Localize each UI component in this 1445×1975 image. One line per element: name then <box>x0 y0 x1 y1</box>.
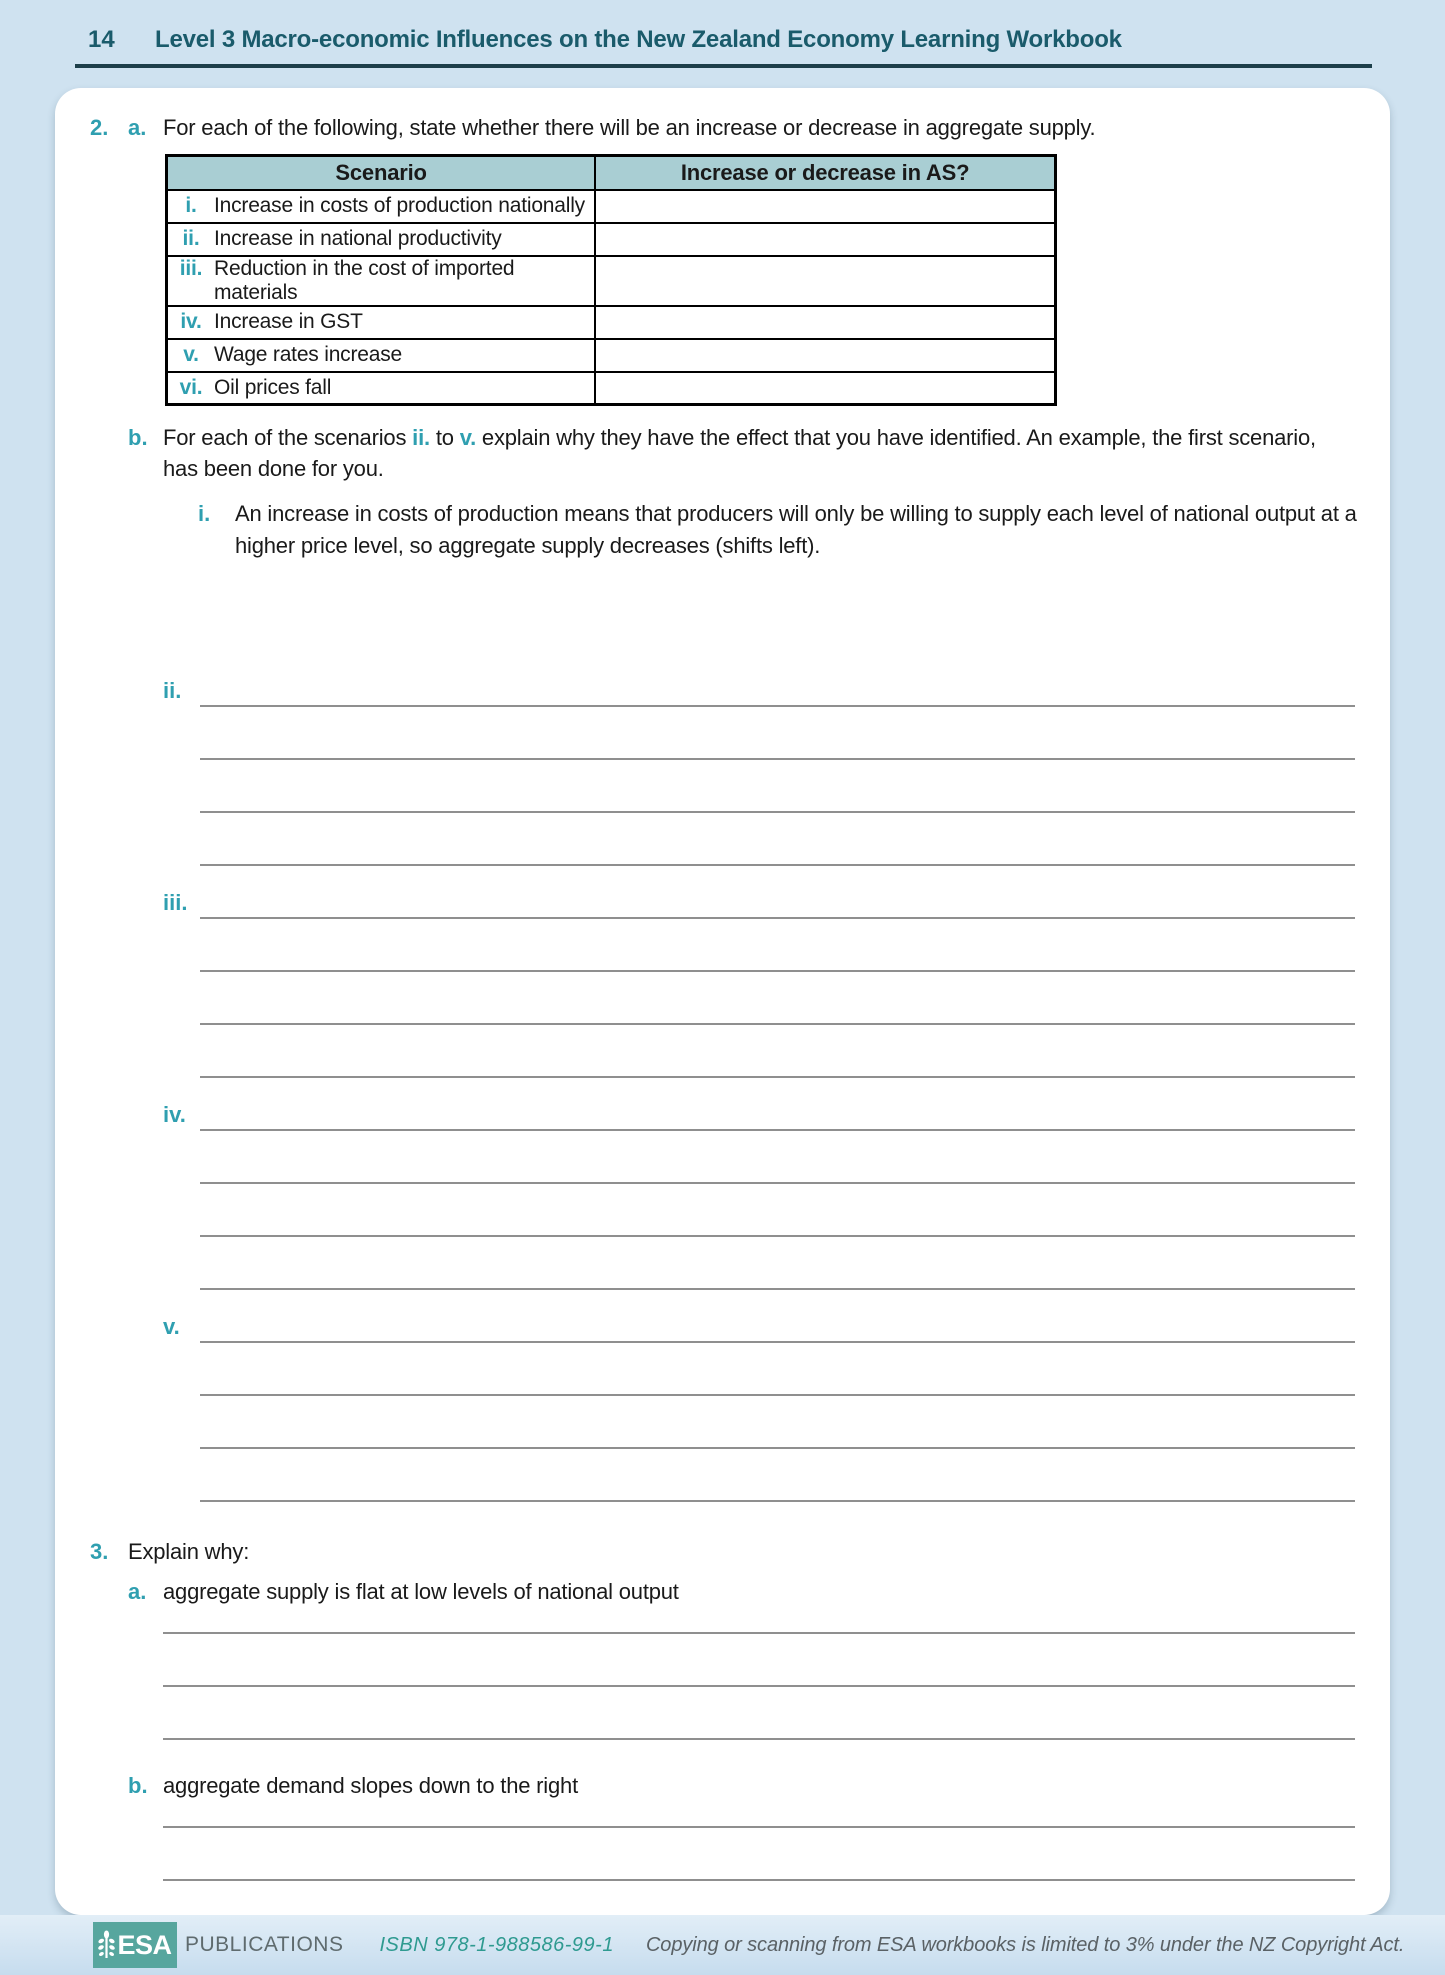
page-title: Level 3 Macro-economic Influences on the New Zealand Economy Learning Workbook <box>155 26 1122 53</box>
scenario-table <box>165 154 1057 406</box>
answer-line[interactable] <box>163 1634 1355 1687</box>
table-header-row <box>167 156 1056 190</box>
section-numeral: iii. <box>163 890 188 916</box>
question-2-number: 2. <box>90 115 109 140</box>
question-2a <box>90 115 1360 141</box>
answer-line[interactable] <box>200 1078 1355 1131</box>
answer-line[interactable] <box>200 654 1355 707</box>
table-row <box>167 190 1056 223</box>
table-row <box>167 372 1056 405</box>
answer-line[interactable] <box>200 1025 1355 1078</box>
answer-lines <box>200 1078 1355 1290</box>
answer-line[interactable] <box>200 1237 1355 1290</box>
answer-cell[interactable] <box>595 256 1055 306</box>
answer-line[interactable] <box>200 813 1355 866</box>
section-numeral: v. <box>163 1314 180 1340</box>
row-numeral: i. <box>185 194 197 217</box>
section-numeral: ii. <box>163 678 182 704</box>
question-3 <box>90 1539 1360 1565</box>
answer-cell[interactable] <box>595 339 1055 372</box>
answer-line[interactable] <box>200 1184 1355 1237</box>
answer-cell[interactable] <box>595 372 1055 405</box>
table-row <box>167 256 1056 306</box>
column-header-scenario: Scenario <box>167 156 596 190</box>
answer-line[interactable] <box>163 1881 1355 1915</box>
answer-cell[interactable] <box>595 306 1055 339</box>
question-2a-label: a. <box>128 115 147 140</box>
tree-icon <box>98 1930 115 1960</box>
prompt-fragment: to <box>429 425 460 450</box>
table-row <box>167 339 1056 372</box>
answer-line[interactable] <box>163 1687 1355 1740</box>
answer-line[interactable] <box>200 1449 1355 1502</box>
scenario-text: Reduction in the cost of imported materials <box>214 256 515 304</box>
row-numeral: iv. <box>180 310 202 333</box>
scenario-text: Increase in costs of production nationally <box>214 194 585 217</box>
answer-section-ii <box>163 654 1390 866</box>
publisher-name: PUBLICATIONS <box>185 1933 344 1956</box>
inline-numeral-v: v. <box>459 425 477 450</box>
row-numeral: iii. <box>179 256 203 280</box>
page-footer <box>0 1915 1445 1975</box>
inline-numeral-ii: ii. <box>412 425 430 450</box>
answer-line[interactable] <box>200 972 1355 1025</box>
section-numeral: iv. <box>163 1102 186 1128</box>
answer-sections <box>55 654 1390 1502</box>
answer-section-iii <box>163 866 1390 1078</box>
answer-line[interactable] <box>200 1396 1355 1449</box>
answer-lines <box>200 866 1355 1078</box>
question-3-number: 3. <box>90 1539 109 1565</box>
answer-section-v <box>163 1290 1390 1502</box>
answer-lines <box>200 1290 1355 1502</box>
esa-logo-text: ESA <box>117 1929 172 1960</box>
question-3a-text: aggregate supply is flat at low levels of national output <box>163 1579 679 1605</box>
prompt-fragment: For each of the scenarios <box>163 425 413 450</box>
question-3b-text: aggregate demand slopes down to the right <box>163 1773 578 1799</box>
esa-logo <box>93 1922 177 1968</box>
answer-line[interactable] <box>200 1343 1355 1396</box>
answer-line[interactable] <box>200 919 1355 972</box>
answer-cell[interactable] <box>595 223 1055 256</box>
question-2a-prompt: For each of the following, state whether there will be an increase or decrease in aggregate supply. <box>163 115 1096 140</box>
page-header <box>0 0 1445 54</box>
row-numeral: v. <box>183 343 199 366</box>
answer-line[interactable] <box>200 1290 1355 1343</box>
worksheet-card <box>55 88 1390 1915</box>
answer-line[interactable] <box>200 707 1355 760</box>
example-numeral: i. <box>198 501 211 527</box>
row-numeral: ii. <box>182 227 200 250</box>
scenario-text: Increase in national productivity <box>214 227 502 250</box>
question-3b-label: b. <box>128 1773 148 1799</box>
answer-line[interactable] <box>200 760 1355 813</box>
question-3a-label: a. <box>128 1579 147 1605</box>
isbn-text: ISBN 978-1-988586-99-1 <box>379 1933 614 1956</box>
answer-cell[interactable] <box>595 190 1055 223</box>
scenario-text: Increase in GST <box>214 310 363 333</box>
question-2b-prompt <box>163 422 1353 484</box>
page-number: 14 <box>88 26 115 53</box>
answer-lines <box>200 654 1355 866</box>
table-row <box>167 306 1056 339</box>
scenario-text: Oil prices fall <box>214 375 332 399</box>
example-answer-i <box>198 498 1360 562</box>
scenario-text: Wage rates increase <box>214 343 403 366</box>
answer-section-iv <box>163 1078 1390 1290</box>
copyright-notice: Copying or scanning from ESA workbooks is limited to 3% under the NZ Copyright Act. <box>645 1933 1405 1956</box>
column-header-answer: Increase or decrease in AS? <box>595 156 1055 190</box>
answer-line[interactable] <box>163 1828 1355 1881</box>
question-2b-label: b. <box>128 425 148 450</box>
table-row <box>167 223 1056 256</box>
answer-line[interactable] <box>200 1131 1355 1184</box>
answer-line[interactable] <box>200 866 1355 919</box>
row-numeral: vi. <box>179 375 203 399</box>
question-2b <box>90 422 1360 484</box>
prompt-fragment: explain why they have the effect that you have identified. An example, the first scenario, has been done for you. <box>163 425 1316 482</box>
example-text: An increase in costs of production means that producers will only be willing to supply each level of national output at a higher price level, so aggregate supply decreases (shifts left). <box>235 501 1357 559</box>
question-3-prompt: Explain why: <box>128 1539 250 1565</box>
header-rule <box>75 64 1372 68</box>
